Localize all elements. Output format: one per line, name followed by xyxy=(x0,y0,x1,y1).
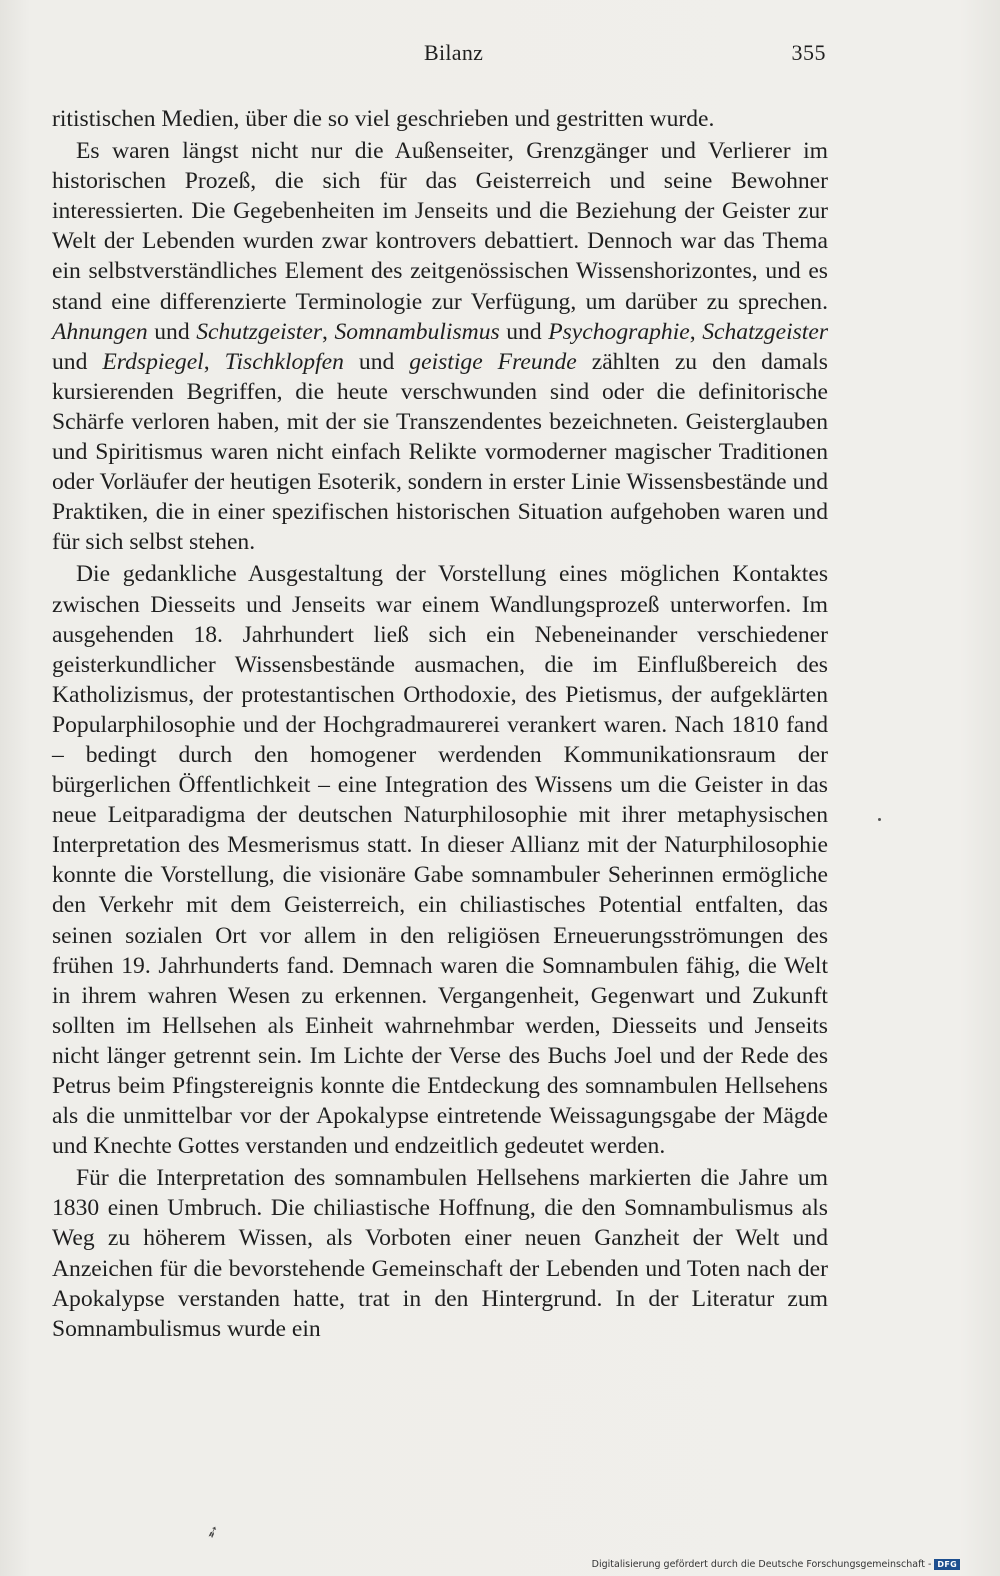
stray-pen-mark-icon: ➶ xyxy=(203,1522,223,1543)
paragraph-2: Es waren längst nicht nur die Außenseiter, Grenzgänger und Verlierer im historischen Prozeß, die sich für das Geisterreich und seine Bewohner interessierten. Die Gegebenheiten im Jenseits und die Beziehung der Geister zur Welt der Lebenden wurden zwar kontrovers debattiert. Dennoch war das Thema ein selbstverständliches Element des zeitgenössischen Wissenshorizontes, und es stand eine differenzierte Terminologie zur Verfügung, um darüber zu sprechen. Ahnungen und Schutzgeister, Somnambulismus und Psychographie, Schatzgeister und Erdspiegel, Tischklopfen und geistige Freunde zählten zu den damals kursierenden Begriffen, die heute verschwunden sind oder die definitorische Schärfe verloren haben, mit der sie Transzendentes bezeichneten. Geisterglauben und Spiritismus waren nicht einfach Relikte vormoderner magischer Traditionen oder Vorläufer der heutigen Esoterik, sondern in erster Linie Wissensbestände und Praktiken, die in einer spezifischen historischen Situation aufgehoben waren und für sich selbst stehen. xyxy=(52,138,829,556)
paragraph-3: Die gedankliche Ausgestaltung der Vorstellung eines möglichen Kontaktes zwischen Diesseits und Jenseits war einem Wandlungsprozeß unterworfen. Im ausgehenden 18. Jahrhundert ließ sich ein Nebeneinander verschiedener geisterkundlicher Wissensbestände ausmachen, die im Einflußbereich des Katholizismus, der protestantischen Orthodoxie, des Pietismus, der aufgeklärten Popularphilosophie und der Hochgradmaurerei verankert waren. Nach 1810 fand – bedingt durch den homogener werdenden Kommunikationsraum der bürgerlichen Öffentlichkeit – eine Integration des Wissens um die Geister in das neue Leitparadigma der deutschen Naturphilosophie mit ihrer metaphysischen Interpretation des Mesmerismus statt. In dieser Allianz mit der Naturphilosophie konnte die Vorstellung, die visionäre Gabe somnambuler Seherinnen ermögliche den Verkehr mit dem Geisterreich, ein chiliastisches Potential entfalten, das seinen sozialen Ort vor allem in den religiösen Erneuerungsströmungen des frühen 19. Jahrhunderts fand. Demnach waren die Somnambulen fähig, die Welt in ihrem wahren Wesen zu erkennen. Vergangenheit, Gegenwart und Zukunft sollten im Hellsehen als Einheit wahrnehmbar werden, Diesseits und Jenseits nicht länger getrennt sein. Im Lichte der Verse des Buchs Joel und der Rede des Petrus beim Pfingstereignis konnte die Entdeckung des somnambulen Hellsehens als die unmittelbar vor der Apokalypse eintretende Weissagungsgabe der Mägde und Knechte Gottes verstanden und endzeitlich gedeutet werden. xyxy=(52,561,828,1160)
credit-text: Digitalisierung gefördert durch die Deutsche Forschungsgemeinschaft - xyxy=(591,1559,932,1570)
paragraph-1: ritistischen Medien, über die so viel geschrieben und gestritten wurde. xyxy=(52,106,715,132)
body-text xyxy=(52,104,828,1344)
digitization-credit xyxy=(592,1559,960,1570)
paragraph-4: Für die Interpretation des somnambulen Hellsehens markierten die Jahre um 1830 einen Umbruch. Die chiliastische Hoffnung, die den Somnambulismus als Weg zu höherem Wissen, als Vorboten einer neuen Ganzheit der Welt und Anzeichen für die bevorstehende Gemeinschaft der Lebenden und Toten nach der Apokalypse verstanden hatte, trat in den Hintergrund. In der Literatur zum Somnambulismus wurde ein xyxy=(52,1165,828,1342)
page-header xyxy=(52,40,826,72)
page-number: 355 xyxy=(791,40,826,65)
running-title: Bilanz xyxy=(424,40,484,65)
dfg-logo-icon: DFG xyxy=(934,1559,960,1570)
margin-dot-mark xyxy=(878,818,881,821)
